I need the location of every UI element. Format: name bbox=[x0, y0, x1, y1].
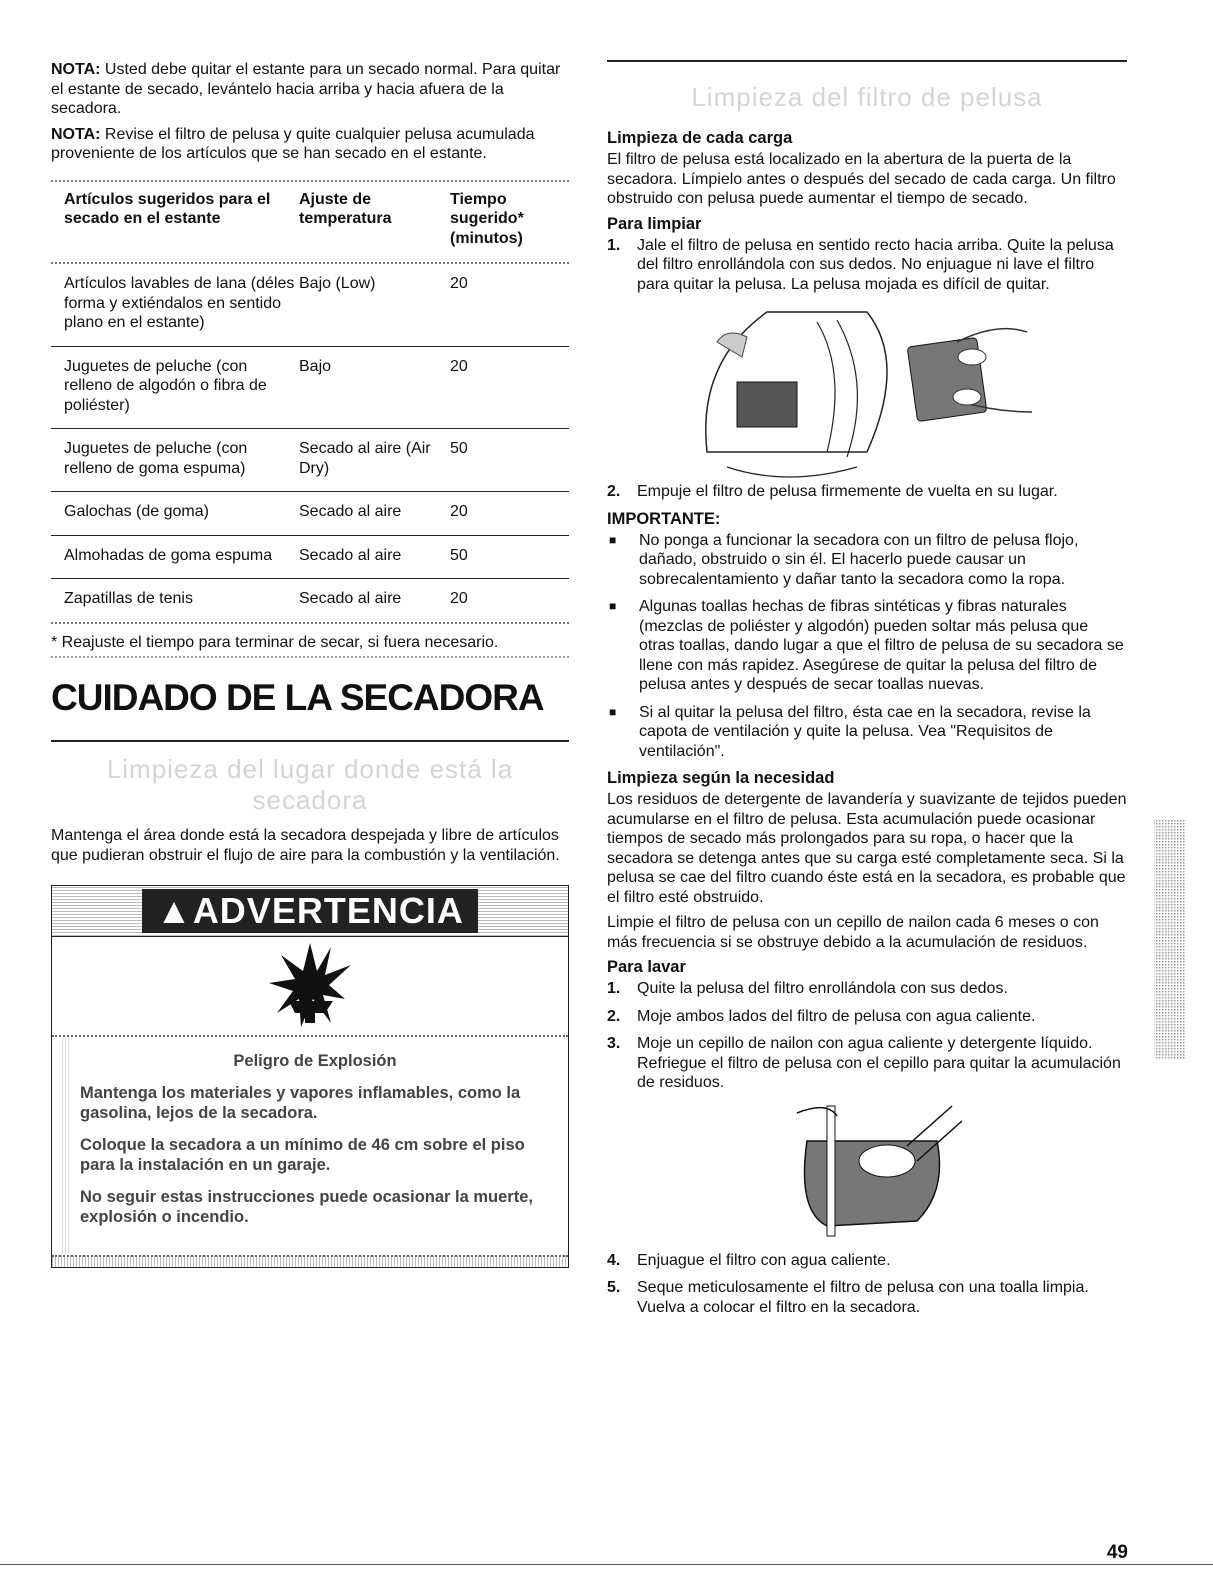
step-item bbox=[607, 482, 1127, 502]
table-cell: Juguetes de peluche (con relleno de goma espuma) bbox=[64, 440, 248, 477]
explosion-symbol-area bbox=[52, 937, 568, 1037]
nota-text: Revise el filtro de pelusa y quite cualquier pelusa acumulada proveniente de los artículos que se han secado en el estante. bbox=[51, 125, 535, 162]
table-cell: 20 bbox=[450, 357, 468, 375]
warning-line: Mantenga los materiales y vapores inflamables, como la gasolina, lejos de la secadora. bbox=[80, 1084, 521, 1122]
table-cell: Bajo bbox=[299, 357, 332, 375]
table-cell: Secado al aire bbox=[299, 590, 402, 607]
step-text: Quite la pelusa del filtro enrollándola con sus dedos. bbox=[637, 980, 1008, 997]
table-cell: Bajo (Low) bbox=[299, 275, 376, 292]
table-row bbox=[51, 264, 569, 347]
table-row bbox=[51, 536, 569, 580]
area-cleaning-title: Limpieza del lugar donde está la secadora bbox=[106, 754, 514, 815]
step-item bbox=[607, 979, 1127, 999]
step-text: Moje ambos lados del filtro de pelusa con agua caliente. bbox=[637, 1007, 1036, 1025]
table-cell: Galochas (de goma) bbox=[64, 503, 209, 520]
step-item bbox=[607, 1251, 1127, 1271]
lint-filter-illustration bbox=[607, 302, 1127, 482]
important-list bbox=[607, 531, 1127, 762]
step-item bbox=[607, 236, 1127, 295]
important-heading: IMPORTANTE: bbox=[607, 509, 721, 528]
step-text: Jale el filtro de pelusa en sentido recto hacia arriba. Quite la pelusa del filtro enrollándola con sus dedos. No enjuague ni lave el filtro para quitar la pelusa. La pelusa mojada es difícil de quitar. bbox=[637, 236, 1114, 293]
page-number: 49 bbox=[1106, 1542, 1128, 1563]
important-item bbox=[607, 703, 1127, 762]
as-needed-text: Los residuos de detergente de lavandería y suavizante de tejidos pueden acumularse en el filtro de pelusa. Esta acumulación puede ocasionar tiempos de secado más prolongados para su ropa, o hacer que la secadora se detenga antes que su carga esté completamente seca. Si la pelusa se cae del filtro cuando éste está en la secadora, es probable que el filtro esté obstruido. bbox=[607, 791, 1127, 906]
step-item bbox=[607, 1034, 1127, 1093]
step-text: Seque meticulosamente el filtro de pelusa con una toalla limpia. Vuelva a colocar el filtro en la secadora. bbox=[637, 1279, 1089, 1316]
wash-heading: Para lavar bbox=[607, 958, 686, 976]
nota-label: NOTA: bbox=[51, 61, 101, 78]
as-needed-text: Limpie el filtro de pelusa con un cepillo de nailon cada 6 meses o con más frecuencia si se obstruye debido a la acumulación de residuos. bbox=[607, 914, 1099, 951]
step-item bbox=[607, 1278, 1127, 1317]
nota-paragraph-2 bbox=[51, 125, 569, 164]
bullet-icon: ■ bbox=[609, 599, 617, 613]
step-number: 3. bbox=[607, 1035, 621, 1052]
table-cell: 50 bbox=[450, 546, 468, 564]
warning-triangle-icon: ▲ bbox=[156, 890, 193, 931]
table-cell: Artículos lavables de lana (déles forma y extiéndalos en sentido plano en el estante) bbox=[64, 275, 295, 331]
warning-label: ADVERTENCIA bbox=[192, 890, 464, 931]
step-number: 2. bbox=[607, 483, 621, 500]
step-text: Enjuague el filtro con agua caliente. bbox=[637, 1251, 891, 1269]
table-cell: 20 bbox=[450, 503, 468, 520]
table-cell: 20 bbox=[450, 275, 468, 292]
warning-badge bbox=[142, 889, 478, 933]
step-number: 1. bbox=[607, 236, 621, 254]
brush-filter-icon bbox=[767, 1101, 967, 1251]
table-row bbox=[51, 492, 569, 536]
warning-footer-band bbox=[52, 1255, 568, 1267]
table-cell: Secado al aire (Air Dry) bbox=[299, 440, 431, 477]
warning-line: No seguir estas instrucciones puede ocasionar la muerte, explosión o incendio. bbox=[80, 1188, 533, 1226]
each-load-heading: Limpieza de cada carga bbox=[607, 129, 793, 147]
important-item bbox=[607, 531, 1127, 590]
bullet-icon: ■ bbox=[609, 532, 617, 547]
wash-filter-illustration bbox=[607, 1101, 1127, 1251]
right-top-rule bbox=[607, 60, 1127, 62]
table-header-cell: Ajuste de temperatura bbox=[299, 190, 392, 227]
table-row bbox=[51, 347, 569, 430]
side-tab-mark bbox=[1150, 820, 1190, 1060]
nota-paragraph-1 bbox=[51, 60, 569, 119]
section-title: CUIDADO DE LA SECADORA bbox=[51, 677, 544, 718]
important-item bbox=[607, 597, 1127, 695]
bullet-text: Algunas toallas hechas de fibras sintéticas y fibras naturales (mezclas de poliéster y algodón) pueden soltar más pelusa que otras toallas, dando lugar a que el filtro de pelusa de su secadora se llene con más rapidez. Asegúrese de quitar la pelusa del filtro de pelusa antes y después de secar toallas nuevas. bbox=[639, 598, 1124, 693]
each-load-text: El filtro de pelusa está localizado en la abertura de la puerta de la secadora. Límpielo antes o después del secado de cada carga. Un filtro obstruido con pelusa puede aumentar el tiempo de secado. bbox=[607, 151, 1116, 207]
table-header-cell: Artículos sugeridos para el secado en el estante bbox=[64, 190, 271, 227]
table-row bbox=[51, 579, 569, 622]
warning-text bbox=[52, 1037, 568, 1255]
step-number: 2. bbox=[607, 1007, 621, 1025]
bullet-text: Si al quitar la pelusa del filtro, ésta cae en la secadora, revise la capota de ventilación y quite la pelusa. Vea "Requisitos de ventilación". bbox=[639, 703, 1091, 760]
table-bottom-rule bbox=[51, 622, 569, 624]
step-number: 4. bbox=[607, 1251, 621, 1269]
step-text: Empuje el filtro de pelusa firmemente de vuelta en su lugar. bbox=[637, 483, 1058, 500]
bullet-icon: ■ bbox=[609, 704, 617, 719]
as-needed-heading: Limpieza según la necesidad bbox=[607, 769, 835, 787]
warning-line: Coloque la secadora a un mínimo de 46 cm sobre el piso para la instalación en un garaje. bbox=[80, 1136, 525, 1174]
clean-heading: Para limpiar bbox=[607, 214, 702, 233]
warning-box bbox=[51, 885, 569, 1268]
step-item bbox=[607, 1007, 1127, 1027]
hazard-title: Peligro de Explosión bbox=[233, 1052, 397, 1070]
table-cell: Juguetes de peluche (con relleno de algodón o fibra de poliéster) bbox=[64, 357, 267, 414]
table-cell: Almohadas de goma espuma bbox=[64, 546, 273, 564]
rack-drying-table bbox=[51, 180, 569, 659]
clean-steps bbox=[607, 236, 1127, 295]
warning-header bbox=[52, 886, 568, 937]
left-column bbox=[51, 60, 569, 1268]
section-rule bbox=[51, 740, 569, 742]
table-cell: 50 bbox=[450, 440, 468, 457]
wash-steps-continued bbox=[607, 1251, 1127, 1318]
clean-steps-continued bbox=[607, 482, 1127, 502]
lint-filter-title: Limpieza del filtro de pelusa bbox=[691, 82, 1043, 112]
table-footnote: * Reajuste el tiempo para terminar de secar, si fuera necesario. bbox=[51, 633, 569, 659]
wash-steps bbox=[607, 979, 1127, 1093]
nota-text: Usted debe quitar el estante para un secado normal. Para quitar el estante de secado, levántelo hacia arriba y hacia afuera de la secadora. bbox=[51, 61, 561, 117]
dryer-filter-icon bbox=[697, 302, 1037, 482]
step-text: Moje un cepillo de nailon con agua caliente y detergente líquido. Refriegue el filtro de pelusa con el cepillo para quitar la acumulación de residuos. bbox=[637, 1035, 1121, 1091]
area-cleaning-text: Mantenga el área donde está la secadora despejada y libre de artículos que pudieran obstruir el flujo de aire para la combustión y la ventilación. bbox=[51, 827, 560, 864]
table-header-row bbox=[51, 182, 569, 265]
table-cell: Secado al aire bbox=[299, 503, 402, 520]
step-number: 5. bbox=[607, 1279, 621, 1296]
table-cell: Zapatillas de tenis bbox=[64, 590, 193, 607]
nota-label: NOTA: bbox=[51, 125, 101, 143]
right-column bbox=[607, 60, 1127, 1325]
table-cell: Secado al aire bbox=[299, 546, 402, 564]
bullet-text: No ponga a funcionar la secadora con un filtro de pelusa flojo, dañado, obstruido o sin él. El hacerlo puede causar un sobrecalentamiento y dañar tanto la secadora como la ropa. bbox=[639, 531, 1079, 588]
step-number: 1. bbox=[607, 980, 621, 997]
table-header-cell: Tiempo sugerido* (minutos) bbox=[450, 190, 524, 247]
explosion-icon bbox=[265, 941, 355, 1031]
table-cell: 20 bbox=[450, 590, 468, 607]
table-row bbox=[51, 429, 569, 492]
bottom-rule bbox=[0, 1564, 1213, 1565]
